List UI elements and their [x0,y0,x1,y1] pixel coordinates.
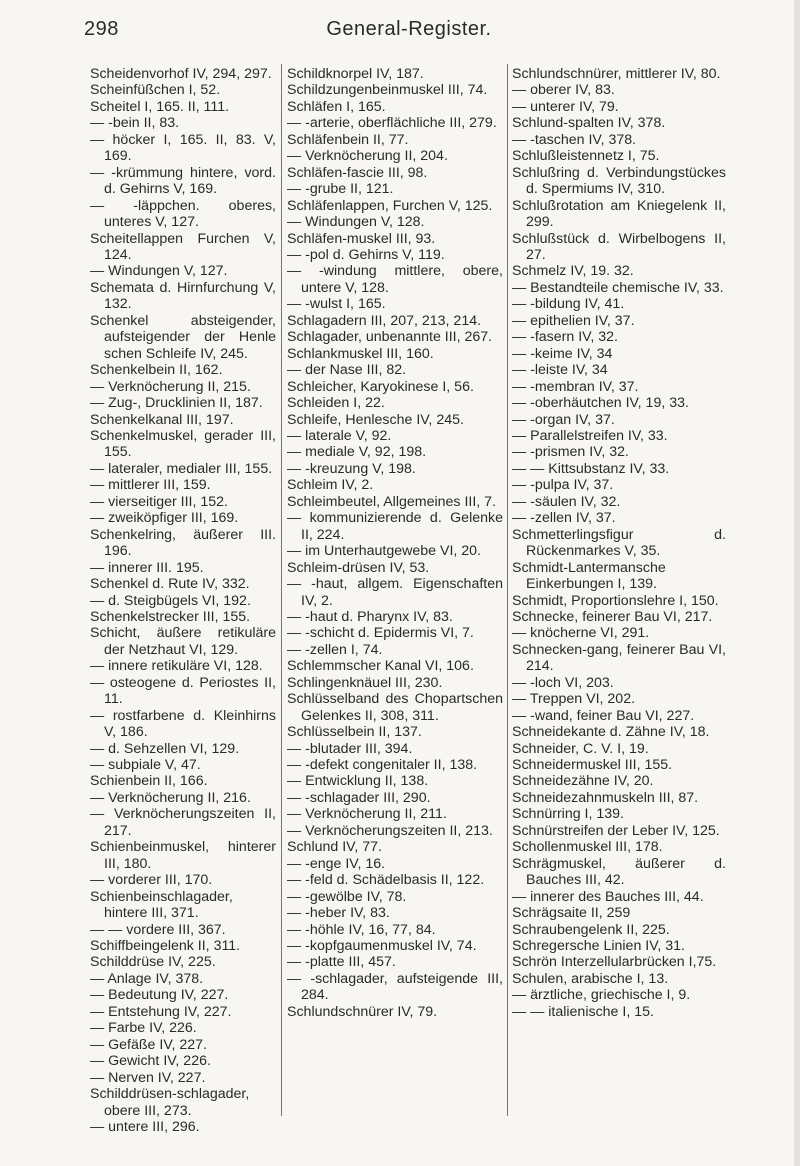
index-entry: Schläfenbein II, 77. [287,131,409,148]
index-entry: — — Kittsubstanz IV, 33. [512,460,670,477]
index-column-2 [287,66,503,1020]
index-entry: Schrägmuskel, äußerer d. Bauches III, 42. [512,855,726,889]
index-entry: — — italienische I, 15. [512,1003,654,1020]
index-entry: Schiffbeingelenk II, 311. [90,938,241,955]
index-entry: — — vordere III, 367. [90,921,226,938]
index-entry: — Verknöcherungszeiten II, 217. [90,806,276,839]
index-entry: — osteogene d. Periostes II, 11. [90,674,276,708]
index-entry: — Verknöcherung II, 215. [90,378,251,395]
index-entry: Schilddrüse IV, 225. [90,954,216,971]
index-entry: Scheitel I, 165. II, 111. [90,98,230,115]
index-entry: — innere retikuläre VI, 128. [90,658,263,675]
index-column-1 [90,66,276,1135]
index-entry: Scheidenvorhof IV, 294, 297. [90,66,272,82]
index-entry: — Verknöcherungszeiten II, 213. [287,822,493,839]
index-entry: — Bestandteile chemische IV, 33. [512,279,724,296]
index-entry: Schnecke, feinerer Bau VI, 217. [512,608,713,625]
index-entry: — Windungen V, 128. [287,214,425,231]
index-entry: Schenkelkanal III, 197. [90,411,234,428]
index-entry: — Verknöcherung II, 216. [90,789,251,806]
index-entry: — -leiste IV, 34 [512,362,608,379]
index-entry: Schmidt, Proportionslehre I, 150. [512,592,719,609]
index-entry: — oberer IV, 83. [512,82,615,99]
index-entry: Schlußrotation am Kniegelenk II, 299. [512,197,726,231]
index-entry: — -schicht d. Epidermis VI, 7. [287,625,474,642]
index-entry: — -loch VI, 203. [512,674,614,691]
page-header [84,18,734,46]
index-entry: Schicht, äußere retikuläre der Netzhaut VI, 129. [90,625,276,658]
index-entry: Schleife, Henlesche IV, 245. [287,411,464,428]
index-entry: — -blutader III, 394. [287,740,413,757]
index-entry: — der Nase III, 82. [287,362,407,379]
index-entry: — Treppen VI, 202. [512,691,636,708]
index-entry: Schneider, C. V. I, 19. [512,740,649,757]
index-entry: — -fasern IV, 32. [512,329,618,346]
index-entry: Schenkel absteigender, aufsteigender der Henle schen Schleife IV, 245. [90,312,276,362]
column-divider [507,64,508,1116]
index-entry: — vierseitiger III, 152. [90,493,228,510]
index-entry: — untere III, 296. [90,1119,200,1135]
page-edge [794,0,800,1166]
index-entry: — ärztliche, griechische I, 9. [512,987,691,1004]
index-entry: — laterale V, 92. [287,427,392,444]
index-entry: — -grube II, 121. [287,181,394,198]
index-entry: — -enge IV, 16. [287,855,386,872]
index-entry: Schrägsaite II, 259 [512,905,631,922]
index-entry: — -pulpa IV, 37. [512,477,614,494]
index-entry: — -taschen IV, 378. [512,131,637,148]
index-entry: — -keime IV, 34 [512,345,613,362]
index-entry: Schläfen-muskel III, 93. [287,230,436,247]
index-entry: Schlußring d. Verbindungstückes d. Spermiums IV, 310. [512,164,726,198]
index-entry: Scheinfüßchen I, 52. [90,82,221,99]
index-entry: — -wand, feiner Bau VI, 227. [512,707,695,724]
index-column-3 [512,66,726,1020]
index-entry: — -platte III, 457. [287,954,396,971]
index-entry: — -windung mittlere, obere, untere V, 128. [287,263,503,296]
index-entry: Schlundschnürer, mittlerer IV, 80. [512,66,721,82]
index-entry: Schollenmuskel III, 178. [512,839,663,856]
index-entry: Schlund-spalten IV, 378. [512,115,666,132]
index-entry: — unterer IV, 79. [512,98,619,115]
index-entry: — Anlage IV, 378. [90,970,204,987]
index-entry: — -läppchen. oberes, unteres V, 127. [90,197,276,231]
index-entry: — Gefäße IV, 227. [90,1036,207,1053]
index-entry: — mittlerer III, 159. [90,477,211,494]
index-entry: Schlund IV, 77. [287,839,382,856]
index-entry: Schlagadern III, 207, 213, 214. [287,312,482,329]
index-entry: — d. Steigbügels VI, 192. [90,592,251,609]
index-entry: Schnürstreifen der Leber IV, 125. [512,822,720,839]
index-entry: Schleim-drüsen IV, 53. [287,559,430,576]
index-entry: Schienbeinschlagader, hintere III, 371. [90,888,233,922]
index-entry: — -bildung IV, 41. [512,296,625,313]
index-entry: — Windungen V, 127. [90,263,228,280]
index-entry: Schienbein II, 166. [90,773,208,790]
index-entry: — -organ IV, 37. [512,411,615,428]
index-entry: — -haut, allgem. Eigenschaften IV, 2. [287,576,503,609]
index-entry: — Bedeutung IV, 227. [90,987,229,1004]
index-entry: Schemata d. Hirnfurchung V, 132. [90,279,276,313]
index-entry: Schläfen I, 165. [287,98,386,115]
index-entry: — Verknöcherung II, 204. [287,148,448,165]
index-entry: Schneidermuskel III, 155. [512,757,673,774]
index-entry: — -höhle IV, 16, 77, 84. [287,921,436,938]
index-entry: — -wulst I, 165. [287,296,386,313]
index-entry: Schenkelmuskel, gerader III, 155. [90,427,276,461]
index-entry: — im Unterhautgewebe VI, 20. [287,543,481,560]
page-number: 298 [84,18,119,40]
index-entry: Schneidekante d. Zähne IV, 18. [512,724,710,741]
index-entry: Schilddrüsen-schlagader, obere III, 273. [90,1086,250,1119]
index-entry: — -gewölbe IV, 78. [287,888,407,905]
index-entry: — kommunizierende d. Gelenke II, 224. [287,510,503,543]
index-entry: Schlagader, unbenannte III, 267. [287,329,493,346]
index-entry: Schläfen-fascie III, 98. [287,164,428,181]
index-entry: — -oberhäutchen IV, 19, 33. [512,395,689,412]
index-entry: Schlingenknäuel III, 230. [287,674,443,691]
index-entry: Schildknorpel IV, 187. [287,66,424,82]
running-title: General-Register. [326,18,492,40]
index-entry: — -bein II, 83. [90,115,180,132]
index-entry: Schlankmuskel III, 160. [287,345,434,362]
index-entry: — -prismen IV, 32. [512,444,629,461]
index-entry: — subpiale V, 47. [90,757,201,774]
index-entry: Schregersche Linien IV, 31. [512,938,685,955]
index-entry: Schmelz IV, 19. 32. [512,263,634,280]
index-entry: Schleim IV, 2. [287,477,374,494]
index-entry: Schenkel d. Rute IV, 332. [90,576,250,593]
index-entry: Schraubengelenk II, 225. [512,921,670,938]
index-entry: Schlemmscher Kanal VI, 106. [287,658,474,675]
index-entry: — -arterie, oberflächliche III, 279. [287,115,497,132]
index-entry: — -membran IV, 37. [512,378,639,395]
index-entry: — -schlagader, aufsteigende III, 284. [287,970,503,1004]
index-entry: Schlußstück d. Wirbelbogens II, 27. [512,230,726,263]
index-entry: — Farbe IV, 226. [90,1020,197,1037]
index-entry: Schnecken-gang, feinerer Bau VI, 214. [512,641,726,675]
index-entry: — d. Sehzellen VI, 129. [90,740,240,757]
index-entry: — -defekt congenitaler II, 138. [287,757,478,774]
index-entry: Schenkelring, äußerer III. 196. [90,526,276,560]
index-entry: Schlüsselbein II, 137. [287,724,422,741]
index-entry: Schmetterlingsfigur d. Rückenmarkes V, 35. [512,526,726,560]
index-entry: — knöcherne VI, 291. [512,625,650,642]
index-entry: — -schlagader III, 290. [287,789,431,806]
column-divider [281,64,282,1116]
index-entry: — epithelien IV, 37. [512,312,635,329]
index-entry: Schmidt-Lantermansche Einkerbungen I, 139. [512,559,666,593]
index-entry: Schrön Interzellularbrücken I,75. [512,954,717,971]
index-entry: Schleiden I, 22. [287,395,385,412]
index-entry: — -zellen IV, 37. [512,510,616,527]
index-entry: — -feld d. Schädelbasis II, 122. [287,872,485,889]
index-entry: — Nerven IV, 227. [90,1069,206,1086]
index-entry: Schlüsselband des Chopartschen Gelenkes II, 308, 311. [287,691,503,724]
index-entry: — -kreuzung V, 198. [287,460,416,477]
index-entry: — -heber IV, 83. [287,905,390,922]
index-entry: — Gewicht IV, 226. [90,1053,211,1070]
index-entry: Schlußleistennetz I, 75. [512,148,660,165]
index-entry: — -zellen I, 74. [287,641,383,658]
index-entry: Schildzungenbeinmuskel III, 74. [287,82,488,99]
index-entry: Schleicher, Karyokinese I, 56. [287,378,474,395]
index-entry: — -haut d. Pharynx IV, 83. [287,608,453,625]
index-entry: — zweiköpfiger III, 169. [90,510,239,527]
index-entry: — lateraler, medialer III, 155. [90,460,273,477]
index-entry: — -krümmung hintere, vord. d. Gehirns V, 169. [90,164,276,198]
index-entry: Schienbeinmuskel, hinterer III, 180. [90,839,276,872]
index-entry: — mediale V, 92, 198. [287,444,427,461]
index-entry: — -pol d. Gehirns V, 119. [287,246,445,263]
index-entry: Scheitellappen Furchen V, 124. [90,230,276,263]
index-entry: — rostfarbene d. Kleinhirns V, 186. [90,707,276,741]
index-entry: — innerer des Bauches III, 44. [512,888,704,905]
index-entry: Schlundschnürer IV, 79. [287,1003,438,1020]
index-entry: — Zug-, Drucklinien II, 187. [90,395,263,412]
index-entry: — Entwicklung II, 138. [287,773,429,790]
index-entry: Schnürring I, 139. [512,806,624,823]
index-entry: — Parallelstreifen IV, 33. [512,427,668,444]
index-entry: — höcker I, 165. II, 83. V, 169. [90,131,276,165]
index-entry: Schenkelstrecker III, 155. [90,608,251,625]
index-entry: — -kopfgaumenmuskel IV, 74. [287,938,477,955]
index-entry: Schläfenlappen, Furchen V, 125. [287,197,493,214]
index-entry: — -säulen IV, 32. [512,493,621,510]
index-entry: Schenkelbein II, 162. [90,362,223,379]
index-entry: Schulen, arabische I, 13. [512,970,669,987]
index-entry: — innerer III. 195. [90,559,204,576]
index-entry: Schleimbeutel, Allgemeines III, 7. [287,493,496,510]
index-entry: Schneidezahnmuskeln III, 87. [512,789,699,806]
index-entry: — vorderer III, 170. [90,872,213,889]
index-entry: Schneidezähne IV, 20. [512,773,654,790]
index-entry: — Verknöcherung II, 211. [287,806,447,823]
index-entry: — Entstehung IV, 227. [90,1003,232,1020]
